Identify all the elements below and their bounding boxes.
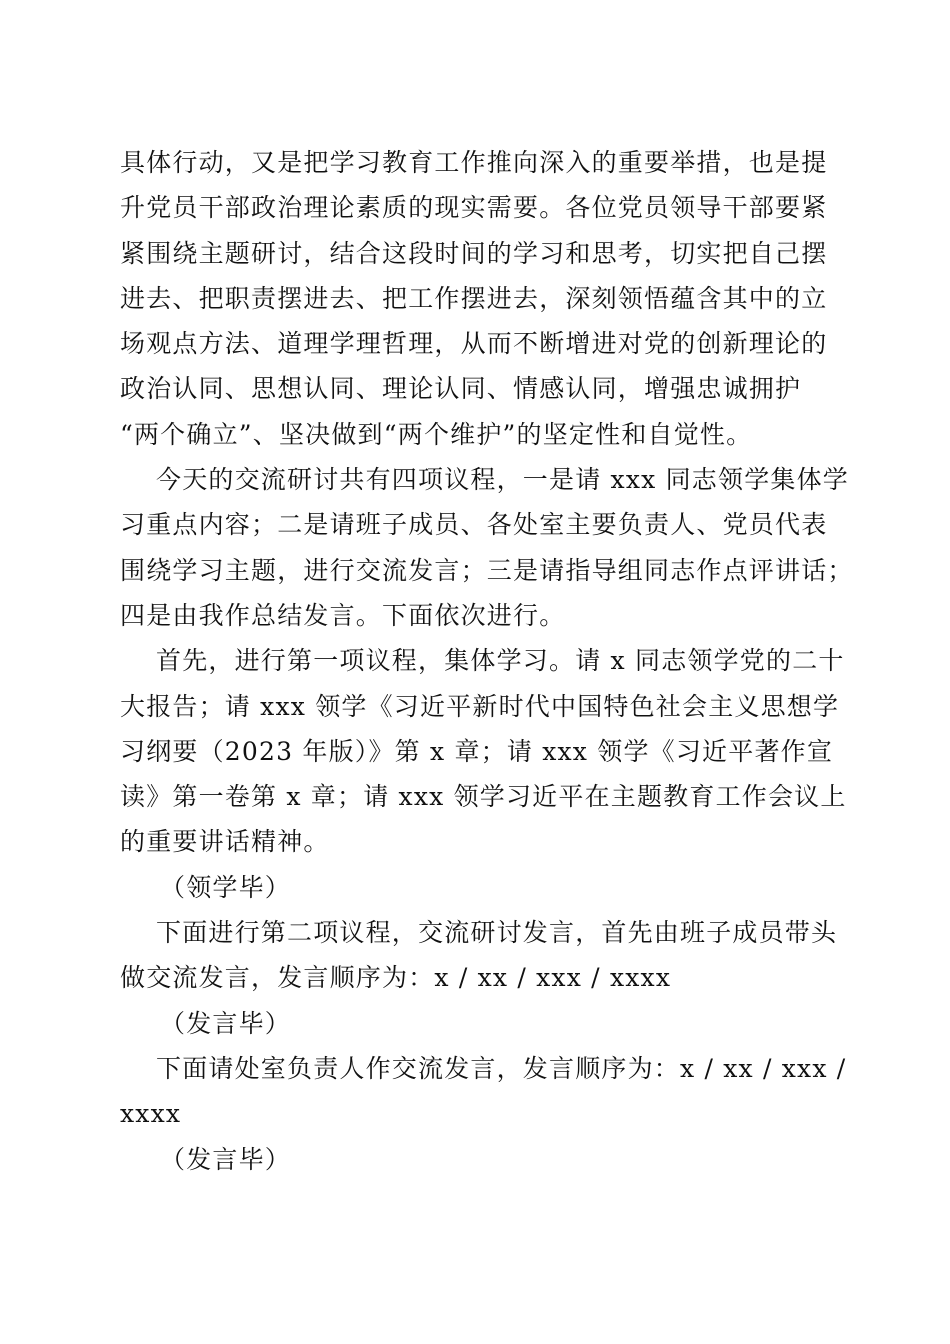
text-line: 场观点方法、道理学理哲理，从而不断增进对党的创新理论的 <box>120 329 828 359</box>
text-line: 紧围绕主题研讨，结合这段时间的学习和思考，切实把自己摆 <box>120 238 828 268</box>
text-line: 具体行动，又是把学习教育工作推向深入的重要举措，也是提 <box>120 148 828 177</box>
text-line: xxxx <box>120 1099 182 1129</box>
text-line: 读》第一卷第 x 章；请 xxx 领学习近平在主题教育工作会议上 <box>120 782 847 812</box>
text-line: 进去、把职责摆进去、把工作摆进去，深刻领悟蕴含其中的立 <box>120 283 828 313</box>
paragraph-start-line: 首先，进行第一项议程，集体学习。请 x 同志领学党的二十 <box>156 646 845 676</box>
text-line: 大报告；请 xxx 领学《习近平新时代中国特色社会主义思想学 <box>120 691 840 721</box>
text-line: 四是由我作总结发言。下面依次进行。 <box>120 600 566 630</box>
text-line: 的重要讲话精神。 <box>120 827 330 857</box>
text-line: 习纲要（2023 年版）》第 x 章；请 xxx 领学《习近平著作宣 <box>120 736 834 766</box>
paragraph-start-line: 今天的交流研讨共有四项议程，一是请 xxx 同志领学集体学 <box>156 465 849 495</box>
text-line: 升党员干部政治理论素质的现实需要。各位党员领导干部要紧 <box>120 193 828 223</box>
text-line: 习重点内容；二是请班子成员、各处室主要负责人、党员代表 <box>120 510 828 540</box>
text-line: 政治认同、思想认同、理论认同、情感认同，增强忠诚拥护 <box>120 374 802 404</box>
stage-direction: （发言毕） <box>160 1144 292 1174</box>
text-line: “两个确立”、坚决做到“两个维护”的坚定性和自觉性。 <box>120 419 753 449</box>
paragraph-start-line: 下面进行第二项议程，交流研讨发言，首先由班子成员带头 <box>156 918 838 948</box>
text-line: 围绕学习主题，进行交流发言；三是请指导组同志作点评讲话； <box>120 555 854 585</box>
paragraph-start-line: 下面请处室负责人作交流发言，发言顺序为：x / xx / xxx / <box>156 1053 847 1083</box>
stage-direction: （发言毕） <box>160 1008 292 1038</box>
text-line: 做交流发言，发言顺序为：x / xx / xxx / xxxx <box>120 963 672 993</box>
stage-direction: （领学毕） <box>160 872 292 902</box>
document-page <box>120 140 854 1182</box>
